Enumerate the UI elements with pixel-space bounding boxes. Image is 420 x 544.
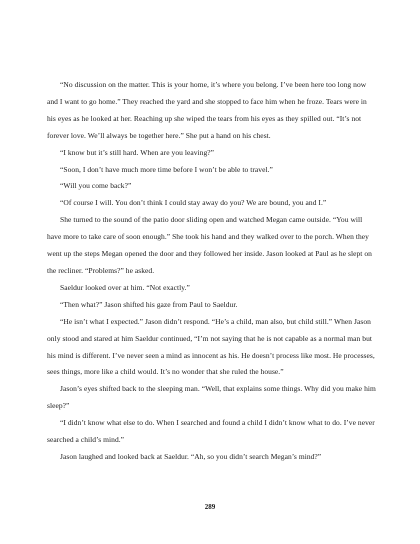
- paragraph: She turned to the sound of the patio door sliding open and watched Megan came outside. “You will have more to take care of soon enough.” She took his hand and they walked over to the porch. When they went up the steps Megan opened the door and they followed her inside. Jason looked at Paul as he slept on the recliner. “Problems?” he asked.: [47, 215, 372, 275]
- paragraph: “Soon, I don’t have much more time before I won’t be able to travel.”: [60, 164, 273, 174]
- paragraph: “Of course I will. You don’t think I could stay away do you? We are bound, you and I.”: [60, 198, 327, 208]
- paragraph: “I know but it’s still hard. When are you leaving?”: [60, 147, 215, 157]
- paragraph: “He isn’t what I expected.” Jason didn’t respond. “He’s a child, man also, but child still.” When Jason only stood and stared at him Saeldur continued, “I’m not saying that he is not capable as a normal man but his mind is different. I’ve never seen a mind as innocent as his. He doesn’t process like most. He processes, sees things, more like a child would. It’s no wonder that she ruled the house.”: [47, 316, 375, 377]
- paragraph: “I didn’t know what else to do. When I searched and found a child I didn’t know what to do. I’ve never searched a child’s mind.”: [47, 418, 375, 445]
- paragraph: Jason’s eyes shifted back to the sleeping man. “Well, that explains some things. Why did you make him sleep?”: [47, 384, 376, 411]
- page-body-text: [47, 77, 377, 466]
- paragraph: “No discussion on the matter. This is your home, it’s where you belong. I’ve been here too long now and I want to go home.” They reached the yard and she stopped to face him when he froze. Tears were in his eyes as he looked at her. Reaching up she wiped the tears from his eyes as they spilled out. “It’s not forever love. We’ll always be together here.” She put a hand on his chest.: [47, 80, 367, 140]
- paragraph: “Then what?” Jason shifted his gaze from Paul to Saeldur.: [60, 299, 238, 309]
- paragraph: Jason laughed and looked back at Saeldur. “Ah, so you didn’t search Megan’s mind?”: [60, 451, 322, 461]
- page-number: 289: [204, 503, 216, 511]
- paragraph: “Will you come back?”: [60, 181, 132, 191]
- paragraph: Saeldur looked over at him. “Not exactly.”: [60, 282, 190, 292]
